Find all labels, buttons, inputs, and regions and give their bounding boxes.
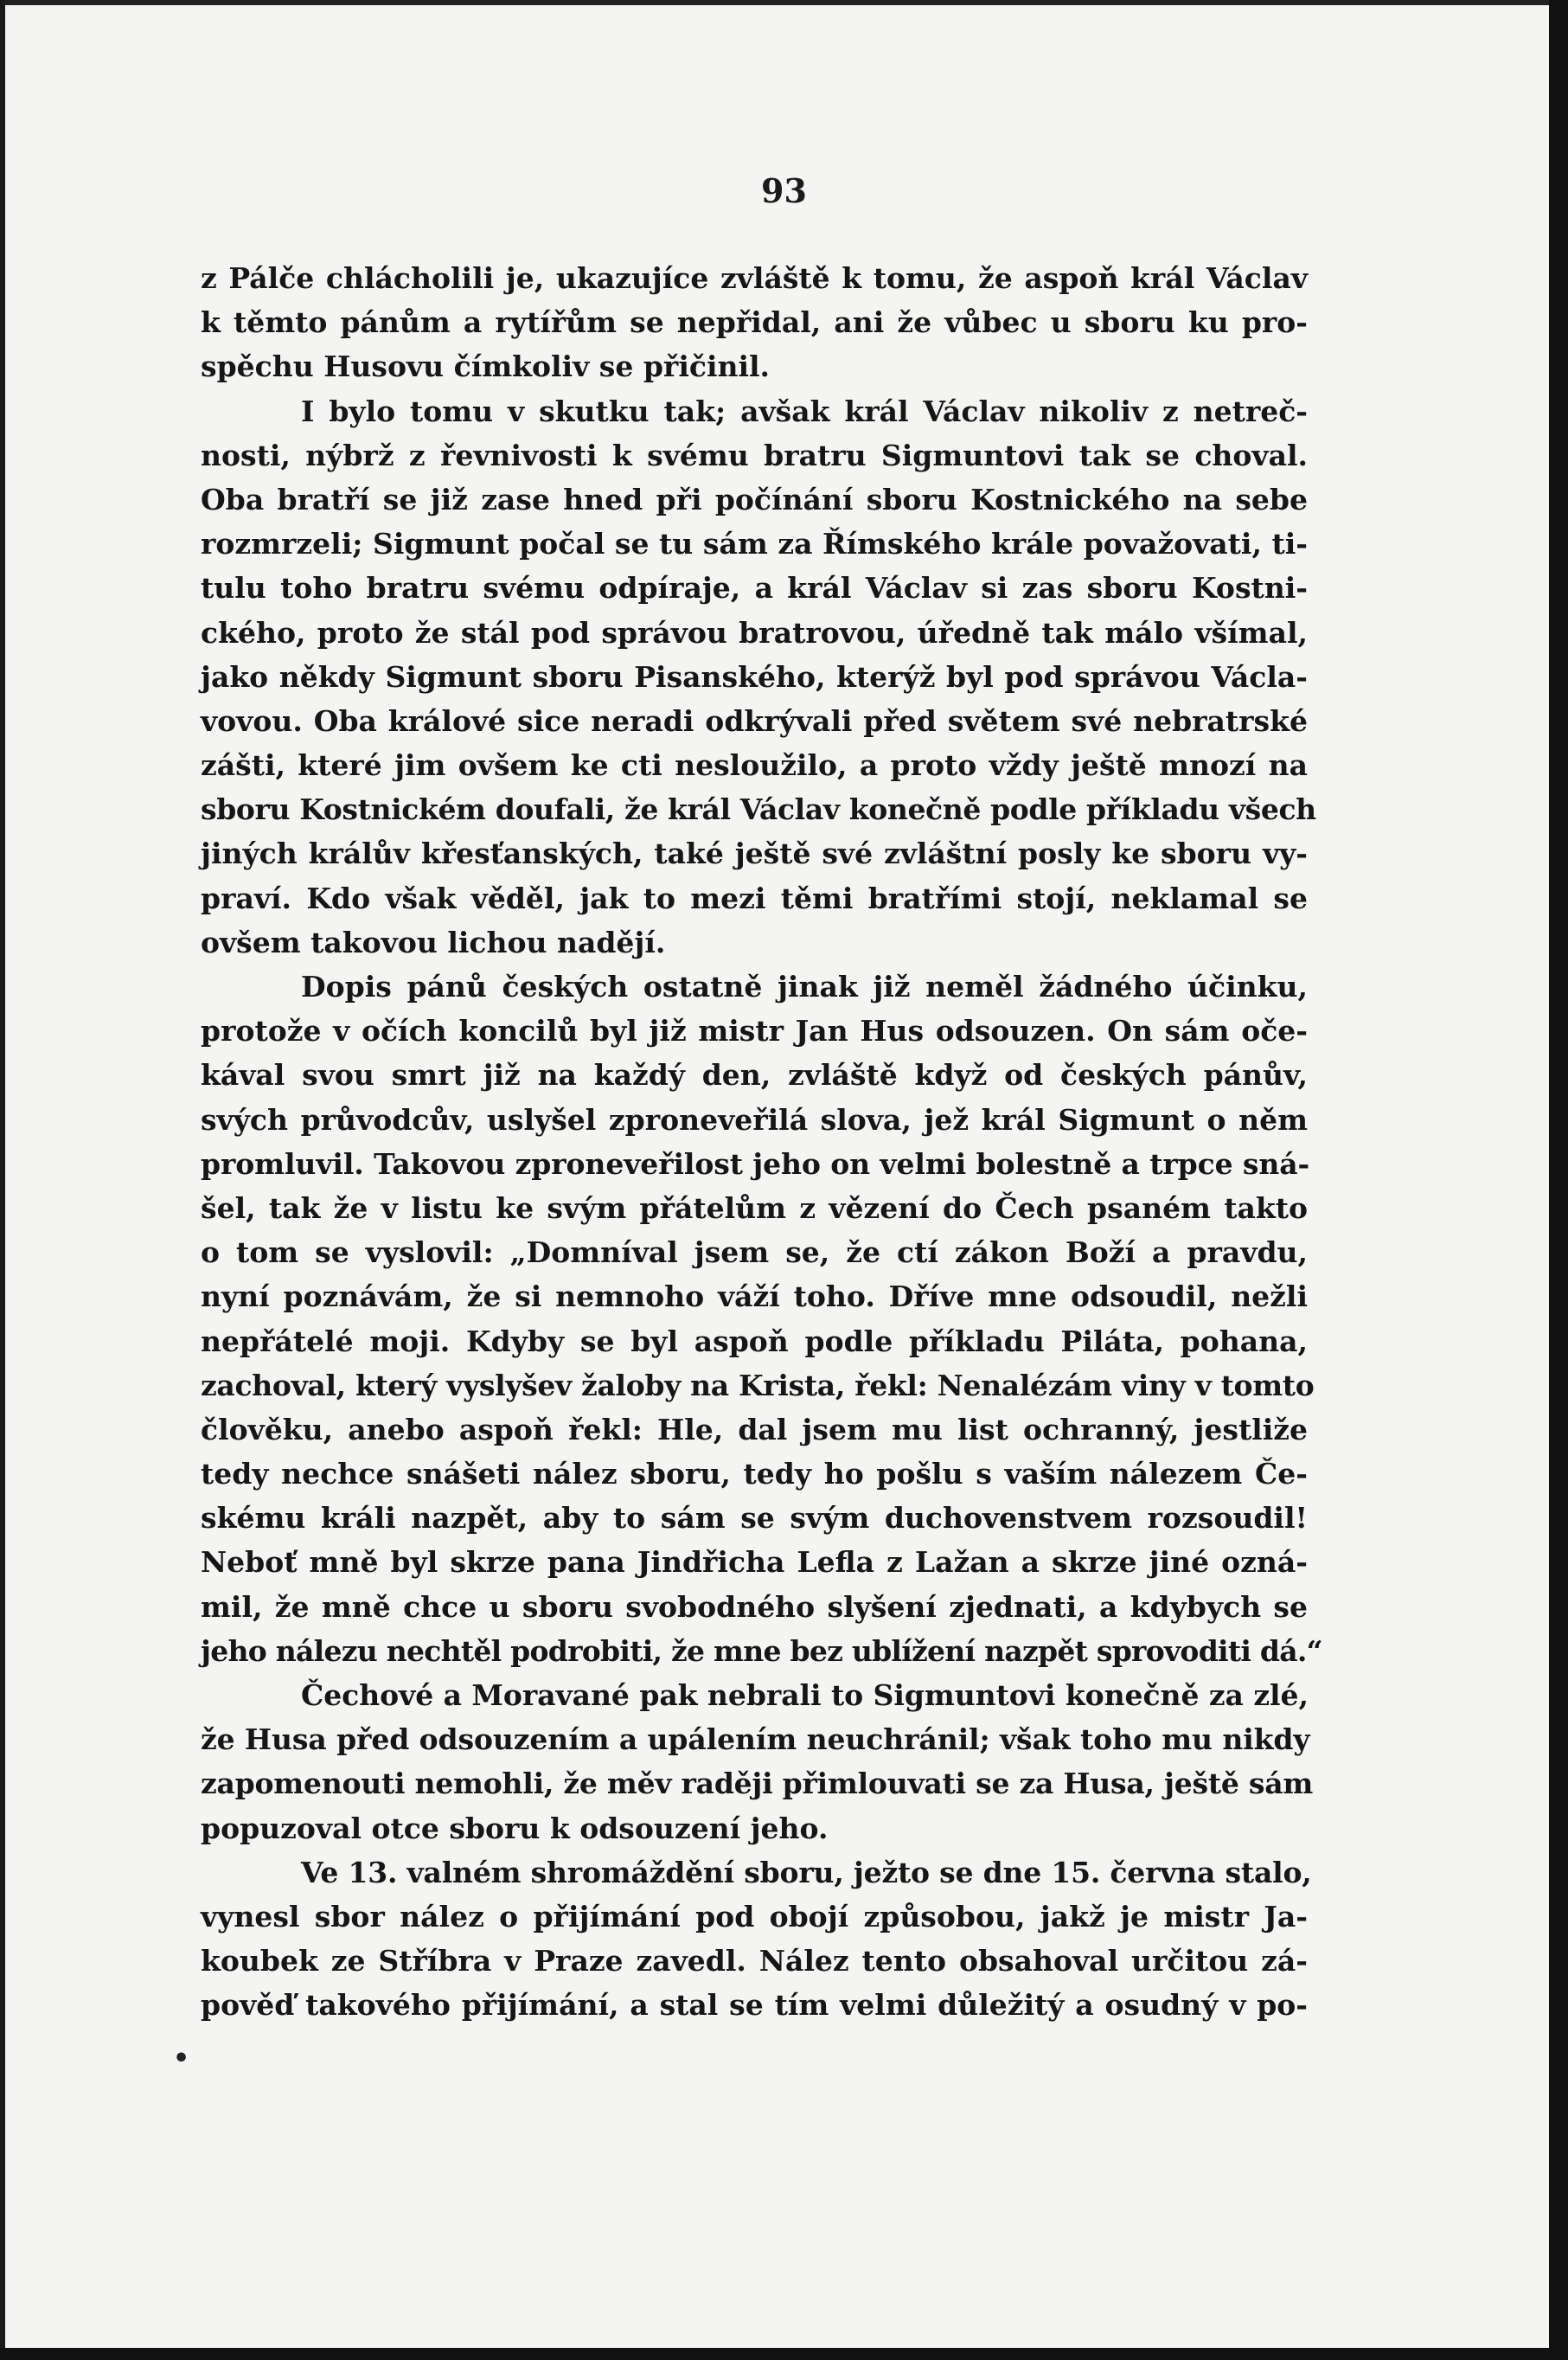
- margin-mark: •: [173, 2043, 190, 2074]
- text-line: svých průvodcův, uslyšel zproneveřilá slova, jež král Sigmunt o něm: [201, 1102, 1308, 1137]
- text-line: zášti, které jim ovšem ke cti nesloužilo, a proto vždy ještě mnozí na: [201, 748, 1308, 783]
- text-line: Neboť mně byl skrze pana Jindřicha Lefla z Lažan a skrze jiné ozná-: [201, 1545, 1308, 1580]
- text-line: šel, tak že v listu ke svým přátelům z vězení do Čech psaném takto: [201, 1190, 1308, 1225]
- text-line: mil, že mně chce u sboru svobodného slyšení zjednati, a kdybych se: [201, 1589, 1308, 1624]
- text-line: Oba bratří se již zase hned při počínání sboru Kostnického na sebe: [201, 482, 1308, 516]
- text-line: nepřátelé moji. Kdyby se byl aspoň podle příkladu Piláta, pohana,: [201, 1324, 1308, 1358]
- text-line: tulu toho bratru svému odpíraje, a král Václav si zas sboru Kostni-: [201, 571, 1308, 606]
- text-line: protože v očích koncilů byl již mistr Jan Hus odsouzen. On sám oče-: [201, 1014, 1308, 1049]
- text-line: jeho nálezu nechtěl podrobiti, že mne bez ublížení nazpět sprovoditi dá.“: [201, 1633, 1322, 1668]
- text-line: nyní poznávám, že si nemnoho váží toho. Dříve mne odsoudil, nežli: [201, 1279, 1308, 1314]
- text-line: tedy nechce snášeti nález sboru, tedy ho pošlu s vaším nálezem Če-: [201, 1457, 1308, 1491]
- text-line: kával svou smrt již na každý den, zvláště když od českých pánův,: [201, 1058, 1308, 1093]
- text-line: Čechové a Moravané pak nebrali to Sigmuntovi konečně za zlé,: [301, 1678, 1309, 1712]
- text-line: zapomenouti nemohli, že měv raději přimlouvati se za Husa, ještě sám: [201, 1767, 1314, 1801]
- text-line: o tom se vyslovil: „Domníval jsem se, že ctí zákon Boží a pravdu,: [201, 1235, 1308, 1270]
- text-line: jiných králův křesťanských, také ještě své zvláštní posly ke sboru vy-: [201, 837, 1308, 871]
- scan-edge-bottom: [0, 2348, 1568, 2360]
- text-line: zachoval, který vyslyšev žaloby na Krista, řekl: Nenalézám viny v tomto: [201, 1368, 1315, 1402]
- text-line: koubek ze Stříbra v Praze zavedl. Nález tento obsahoval určitou zá-: [201, 1944, 1308, 1978]
- text-line: vynesl sbor nález o přijímání pod obojí způsobou, jakž je mistr Ja-: [201, 1899, 1308, 1934]
- text-line: ckého, proto že stál pod správou bratrovou, úředně tak málo všímal,: [201, 615, 1308, 650]
- text-line: jako někdy Sigmunt sboru Pisanského, kterýž byl pod správou Václa-: [201, 659, 1308, 694]
- text-line: praví. Kdo však věděl, jak to mezi těmi bratřími stojí, neklamal se: [201, 881, 1308, 915]
- text-line: pověď takového přijímání, a stal se tím velmi důležitý a osudný v po-: [201, 1988, 1308, 2023]
- page-number: 93: [761, 171, 807, 210]
- text-line: Dopis pánů českých ostatně jinak již neměl žádného účinku,: [301, 970, 1308, 1004]
- text-line: k těmto pánům a rytířům se nepřidal, ani že vůbec u sboru ku pro-: [201, 305, 1308, 340]
- scan-edge-left: [0, 0, 5, 2360]
- text-line: popuzoval otce sboru k odsouzení jeho.: [201, 1811, 829, 1845]
- scan-edge-top: [0, 0, 1568, 5]
- text-line: Ve 13. valném shromáždění sboru, ježto se dne 15. června stalo,: [301, 1855, 1312, 1889]
- text-line: sboru Kostnickém doufali, že král Václav konečně podle příkladu všech: [201, 792, 1316, 827]
- text-line: ovšem takovou lichou nadějí.: [201, 925, 666, 959]
- body-text: [201, 256, 1322, 2028]
- text-line: nosti, nýbrž z řevnivosti k svému bratru Sigmuntovi tak se choval.: [201, 438, 1308, 472]
- text-line: z Pálče chlácholili je, ukazujíce zvláště k tomu, že aspoň král Václav: [201, 261, 1308, 295]
- text-line: vovou. Oba králové sice neradi odkrývali před světem své nebratrské: [201, 703, 1308, 738]
- text-line: I bylo tomu v skutku tak; avšak král Václav nikoliv z netreč-: [301, 394, 1308, 428]
- scan-edge-right: [1549, 0, 1568, 2360]
- text-line: rozmrzeli; Sigmunt počal se tu sám za Římského krále považovati, ti-: [201, 527, 1308, 561]
- text-line: člověku, anebo aspoň řekl: Hle, dal jsem mu list ochranný, jestliže: [201, 1412, 1308, 1446]
- text-line: že Husa před odsouzením a upálením neuchránil; však toho mu nikdy: [201, 1722, 1310, 1757]
- text-line: skému králi nazpět, aby to sám se svým duchovenstvem rozsoudil!: [201, 1501, 1308, 1536]
- text-line: spěchu Husovu čímkoliv se přičinil.: [201, 350, 771, 384]
- text-line: promluvil. Takovou zproneveřilost jeho on velmi bolestně a trpce sná-: [201, 1146, 1310, 1181]
